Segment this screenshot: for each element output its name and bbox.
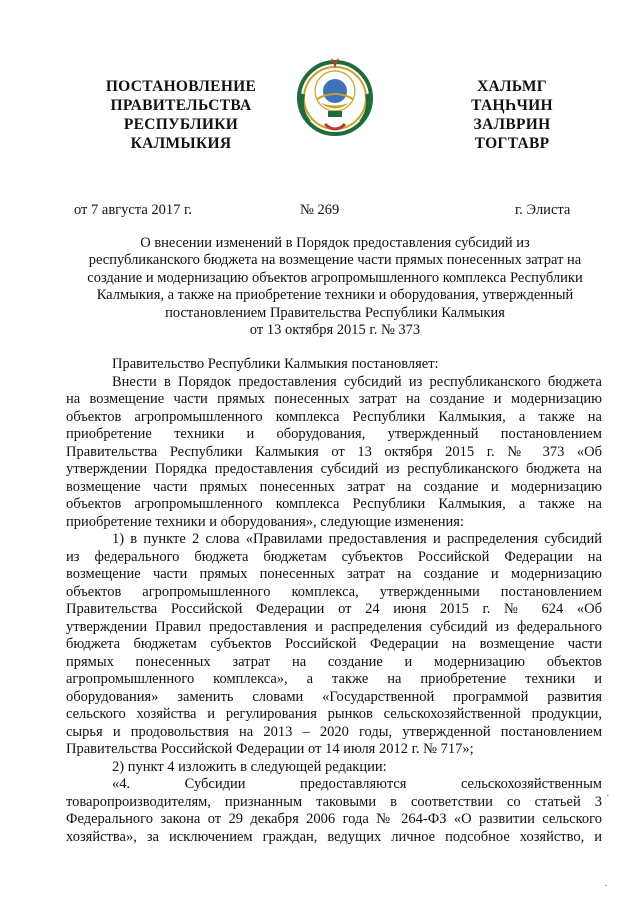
kalmykia-emblem-icon [295,54,375,140]
title-line: О внесении изменений в Порядок предоставления субсидий из [140,235,530,251]
body-line: возмещение части прямых понесенных затрат на создание и модернизацию [66,566,602,582]
body-line: Федерального закона от 29 декабря 2006 года № 264-ФЗ «О развитии сельского [66,811,602,827]
title-line: от 13 октября 2015 г. № 373 [249,322,421,339]
header-right-line: ТОГТАВР [474,135,550,152]
document-number: № 269 [300,202,340,218]
body-line: агропромышленного комплекса», а также на приобретение техники и [66,671,602,687]
body-line: «4. Субсидии предоставляются сельскохозяйственным [112,776,602,792]
body-line: Правительства Республики Калмыкия от 13 октября 2015 г. № 373 «Об [66,443,602,460]
body-line: товаропроизводителям, признанным таковыми в соответствии со статьей 3 [66,793,602,810]
title-line: постановлением Правительства Республики Калмыкия [165,304,505,321]
document-date: от 7 августа 2017 г. [74,202,192,218]
body-line: Правительство Республики Калмыкия постановляет: [112,356,439,372]
body-line: Внести в Порядок предоставления субсидий из республиканского бюджета [112,373,602,390]
body-line: сельского хозяйства и регулирования рынков сельскохозяйственной продукции, [66,706,602,722]
body-line: на возмещение части прямых понесенных затрат на создание и модернизацию [66,391,602,407]
title-line: республиканского бюджета на возмещение части прямых понесенных затрат на [88,252,582,269]
document-title [64,235,606,339]
body-line: хозяйства», за исключением граждан, ведущих личное подсобное хозяйство, и [66,828,602,845]
body-line: Правительства Российской Федерации от 14 июля 2012 г. № 717»; [66,741,474,757]
body-line: 2) пункт 4 изложить в следующей редакции: [112,758,387,775]
body-line: возмещение части прямых понесенных затрат на создание и модернизацию [66,478,602,495]
title-line: создание и модернизацию объектов агропромышленного комплекса Республики [87,269,583,286]
scan-mark: · [606,790,610,802]
header-right-line: ЗАЛВРИН [473,116,551,133]
document-body [66,356,602,846]
header-left-russian [88,77,274,153]
body-line: приобретение техники и оборудования», следующие изменения: [66,513,464,530]
header-left-line: ПОСТАНОВЛЕНИЕ [105,78,257,95]
body-line: из федерального бюджета бюджетам субъектов Российской Федерации на [66,548,602,565]
body-line: сырья и продовольствия на 2013 – 2020 годы, утвержденной постановлением [66,723,602,740]
title-line: Калмыкия, а также на приобретение техники и оборудования, утвержденный [96,287,574,304]
body-line: 1) в пункте 2 слова «Правилами предоставления и распределения субсидий [112,531,602,547]
header-right-kalmyk [452,77,572,153]
body-line: Правительства Российской Федерации от 24 июня 2015 г. № 624 «Об [66,601,602,617]
header-left-line: КАЛМЫКИЯ [130,135,232,152]
body-line: бюджета бюджетам субъектов Российской Федерации на возмещение части [66,636,602,652]
body-line: объектов агропромышленного комплекса Республики Калмыкия, а также на [66,496,602,512]
header-left-line: ПРАВИТЕЛЬСТВА [110,97,252,114]
scan-mark: · [604,880,608,892]
body-line: приобретение техники и оборудования, утвержденный постановлением [66,426,602,442]
header-left-line: РЕСПУБЛИКИ [123,116,239,133]
header-right-line: ХАЛЬМГ [477,78,547,95]
body-line: объектов агропромышленного комплекса, утвержденными постановлением [66,583,602,600]
body-line: утверждении Правил предоставления и распределения субсидий из федерального [66,618,602,635]
header-right-line: ТАҢҺЧИН [471,97,553,114]
body-line: прямых понесенных затрат на создание и модернизацию объектов [66,653,602,670]
body-line: утверждении Порядка предоставления субсидий из республиканского бюджета на [66,461,602,477]
document-city: г. Элиста [515,202,571,218]
body-line: объектов агропромышленного комплекса Республики Калмыкия, а также на [66,408,602,425]
body-line: оборудования» заменить словами «Государственной программой развития [66,688,602,705]
